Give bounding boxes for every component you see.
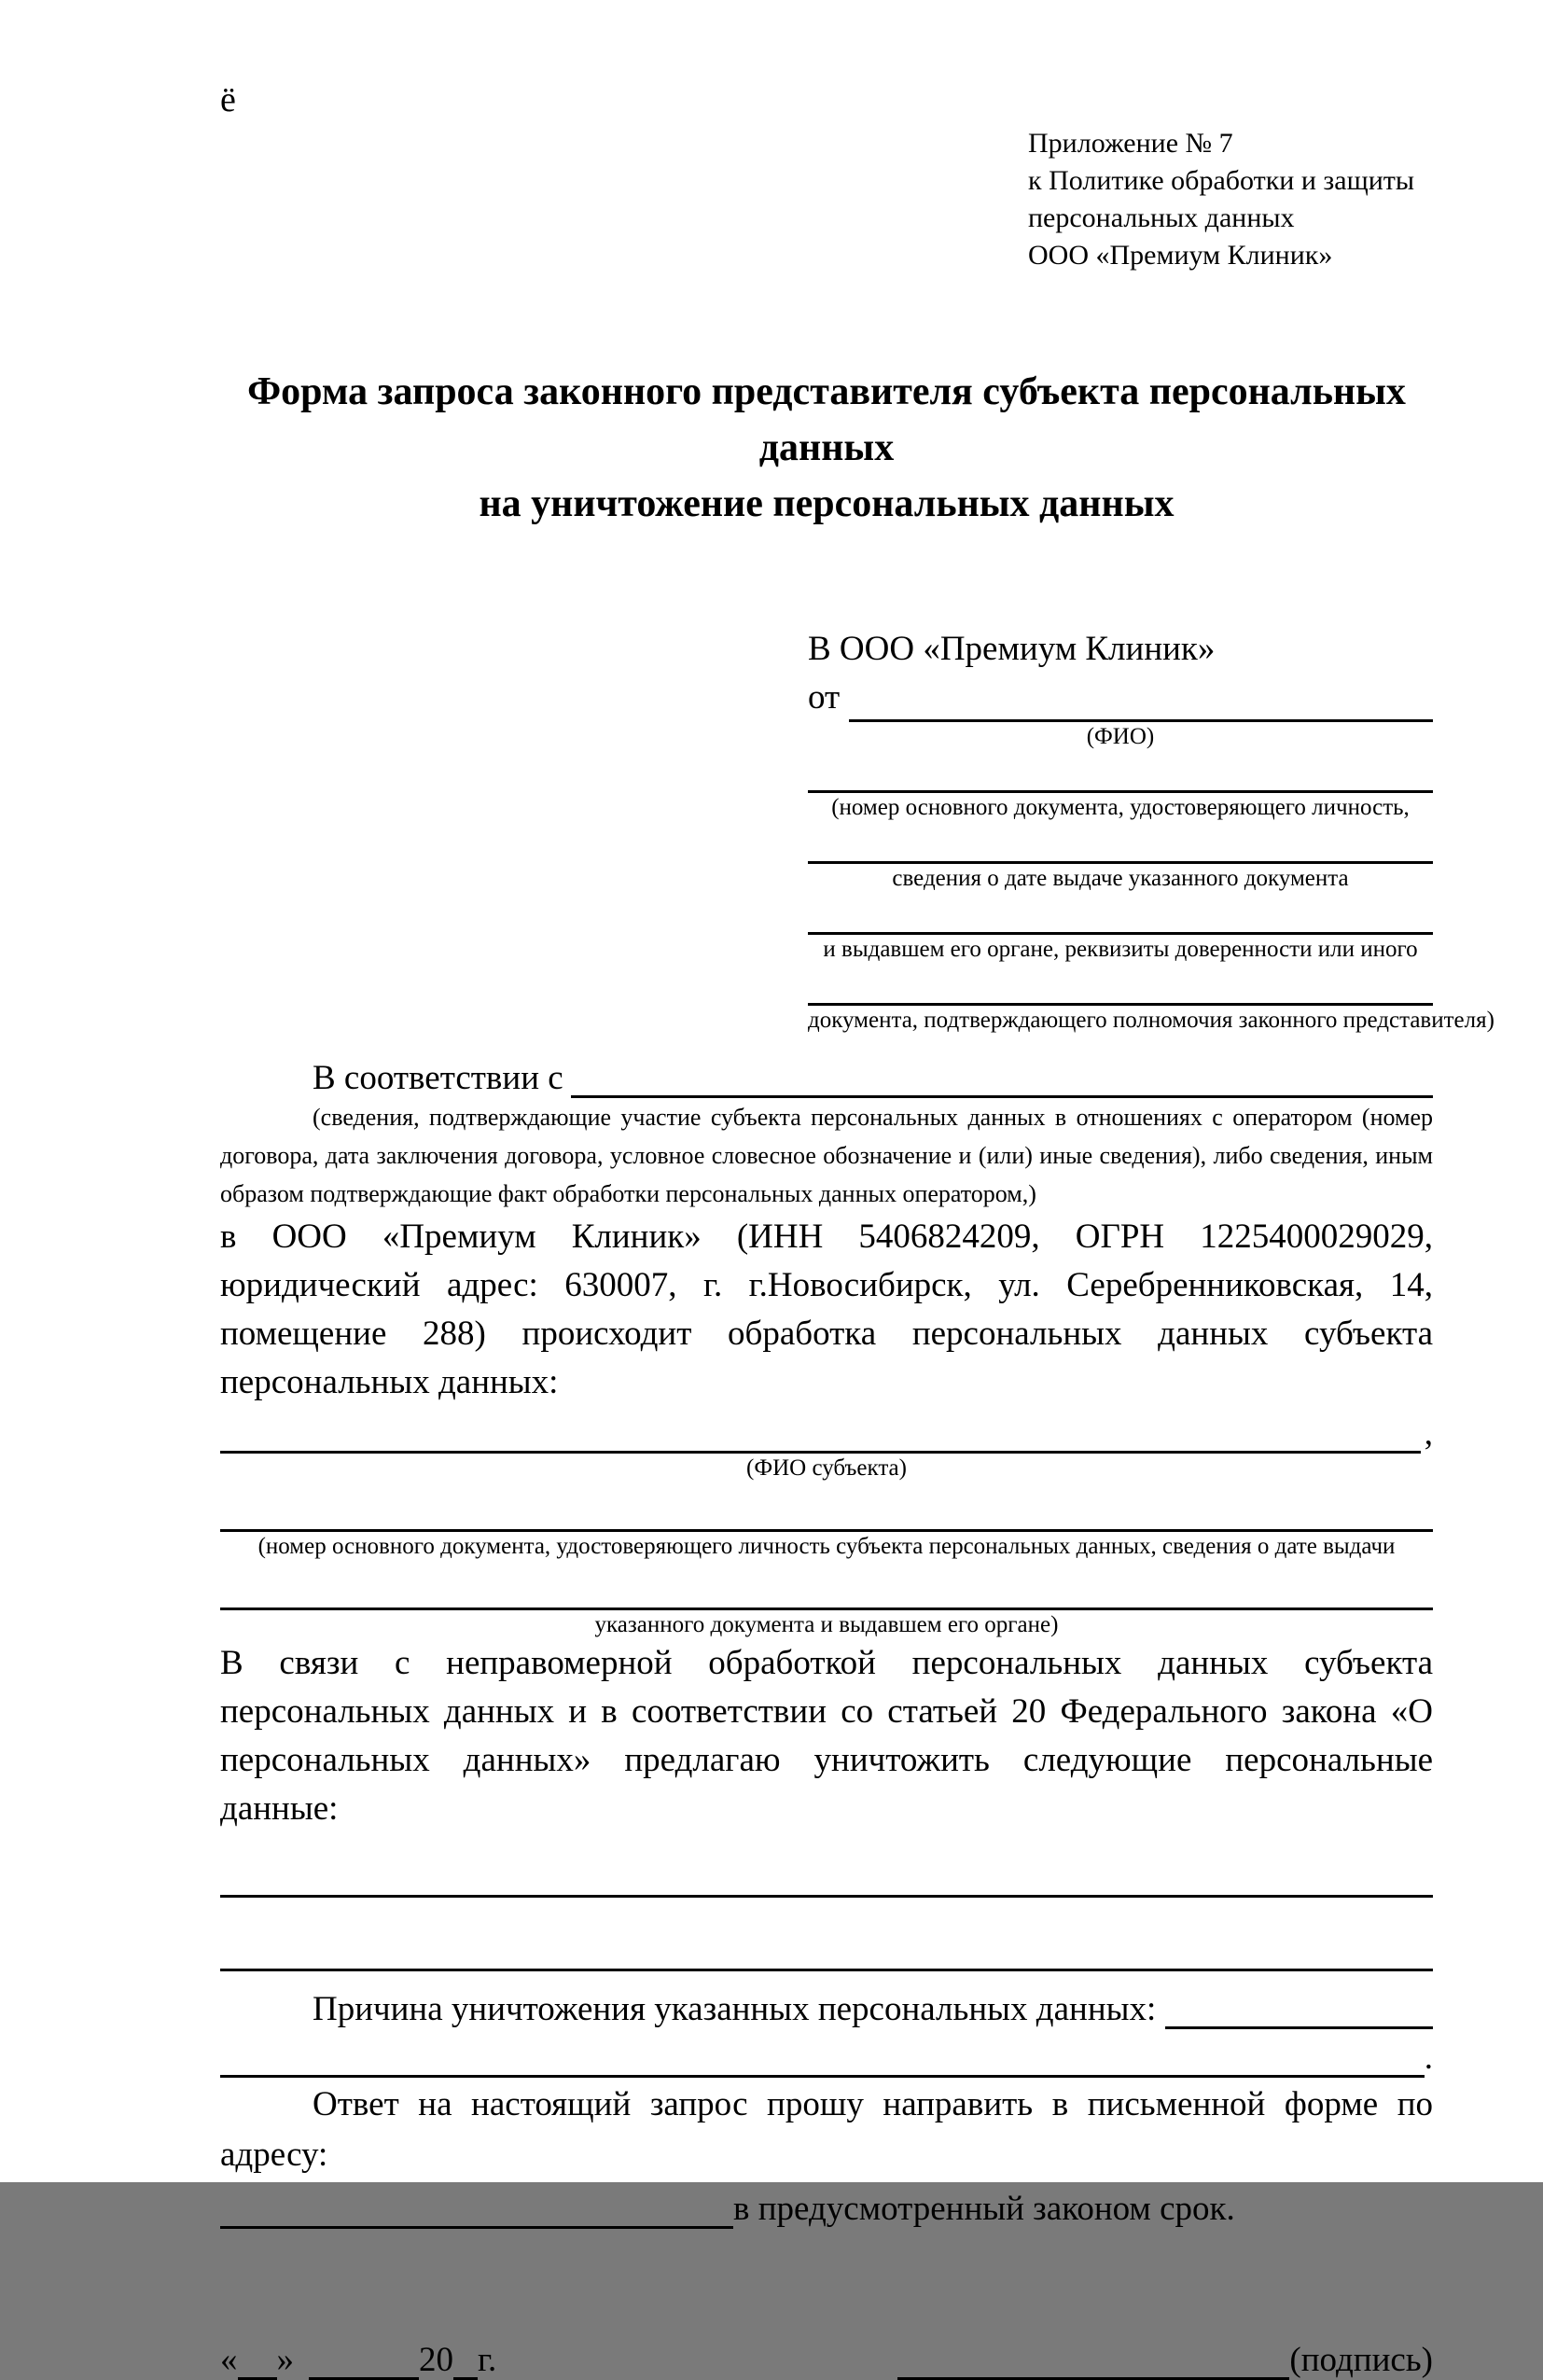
accordance-row — [220, 1050, 1433, 1098]
from-row — [808, 674, 1433, 722]
signature-block — [897, 2340, 1433, 2380]
fio-caption: (ФИО) — [1086, 724, 1155, 749]
reason-label: Причина уничтожения указанных персональных данных: — [313, 1990, 1157, 2028]
date-block — [220, 2340, 496, 2380]
subject-doc-fill-line-1 — [220, 1482, 1433, 1532]
subject-fio-row — [220, 1407, 1433, 1454]
answer-line-1: Ответ на настоящий запрос прошу направить в письменной форме по адресу: — [220, 2085, 1433, 2174]
header-block — [1028, 125, 1433, 274]
date-open-quote: « — [220, 2341, 238, 2379]
reason-fill-line — [1165, 2026, 1433, 2029]
accordance-caption: (сведения, подтверждающие участие субъекта персональных данных в отношениях с оператором (номер договора, дата заключения договора, условное словесное обозначение и (или) иные сведения), либо сведения, иным образом подтверждающие факт обработки персональных данных оператором,) — [220, 1104, 1433, 1207]
addressee-block — [808, 625, 1494, 1035]
demand-paragraph: В связи с неправомерной обработкой персональных данных субъекта персональных данных и в соответствии со статьей 20 Федерального закона «О персональных данных» предлагаю уничтожить следующие персональные данные: — [220, 1644, 1433, 1828]
blank-fill-line-1 — [220, 1833, 1433, 1898]
addressee-to: В ООО «Премиум Клиник» — [808, 630, 1216, 668]
title-line-1: Форма запроса законного представителя субъекта персональных данных — [247, 370, 1406, 469]
representative-doc-caption-3: и выдавшем его органе, реквизиты доверенности или иного — [823, 937, 1418, 962]
reason-end-row — [220, 2029, 1433, 2078]
blank-fill-line-2 — [220, 1898, 1433, 1971]
representative-doc-caption-4: документа, подтверждающего полномочия законного представителя) — [808, 1008, 1494, 1033]
date-close-quote: » — [276, 2341, 294, 2379]
date-year-prefix: 20 — [419, 2341, 453, 2379]
operator-paragraph: в ООО «Премиум Клиник» (ИНН 5406824209, ОГРН 1225400029029, юридический адрес: 630007, г. г.Новосибирск, ул. Серебренниковская, 14, помещение 288) происходит обработка персональных данных субъекта персональных данных: — [220, 1218, 1433, 1401]
reason-end-fill-line — [220, 2075, 1425, 2078]
signature-caption: (подпись) — [1289, 2341, 1433, 2379]
representative-doc-caption-1: (номер основного документа, удостоверяющего личность, — [831, 795, 1410, 820]
subject-fio-caption: (ФИО субъекта) — [746, 1455, 907, 1481]
answer-line-2-text: в предусмотренный законом срок. — [733, 2190, 1235, 2228]
from-label: от — [808, 678, 841, 717]
accordance-label: В соответствии с — [313, 1059, 563, 1097]
subject-doc-fill-line-2 — [220, 1561, 1433, 1610]
subject-doc-caption-1: (номер основного документа, удостоверяющего личность субъекта персональных данных, сведения о дате выдачи — [257, 1534, 1396, 1559]
reason-end-period: . — [1424, 2039, 1433, 2077]
answer-line-2 — [220, 2180, 1433, 2229]
representative-doc-fill-line-4 — [808, 964, 1433, 1006]
reason-row — [220, 1981, 1433, 2029]
header-line-1: Приложение № 7 — [1028, 128, 1233, 159]
subject-doc-caption-2: указанного документа и выдавшем его органе) — [594, 1612, 1059, 1637]
page-title — [220, 364, 1433, 532]
footer-row — [220, 2330, 1433, 2380]
header-line-2: к Политике обработки и защиты — [1028, 165, 1415, 196]
representative-doc-fill-line-2 — [808, 822, 1433, 864]
subject-fio-comma: , — [1424, 1414, 1433, 1453]
header-line-4: ООО «Премиум Клиник» — [1028, 240, 1333, 271]
representative-doc-caption-2: сведения о дате выдаче указанного документа — [892, 866, 1349, 891]
stray-char: ё — [220, 80, 236, 119]
representative-doc-fill-line-3 — [808, 893, 1433, 935]
date-year-suffix: г. — [478, 2341, 497, 2379]
representative-doc-fill-line-1 — [808, 751, 1433, 793]
title-line-2: на уничтожение персональных данных — [479, 482, 1175, 525]
header-line-3: персональных данных — [1028, 202, 1295, 233]
answer-address-fill-line — [220, 2180, 733, 2229]
